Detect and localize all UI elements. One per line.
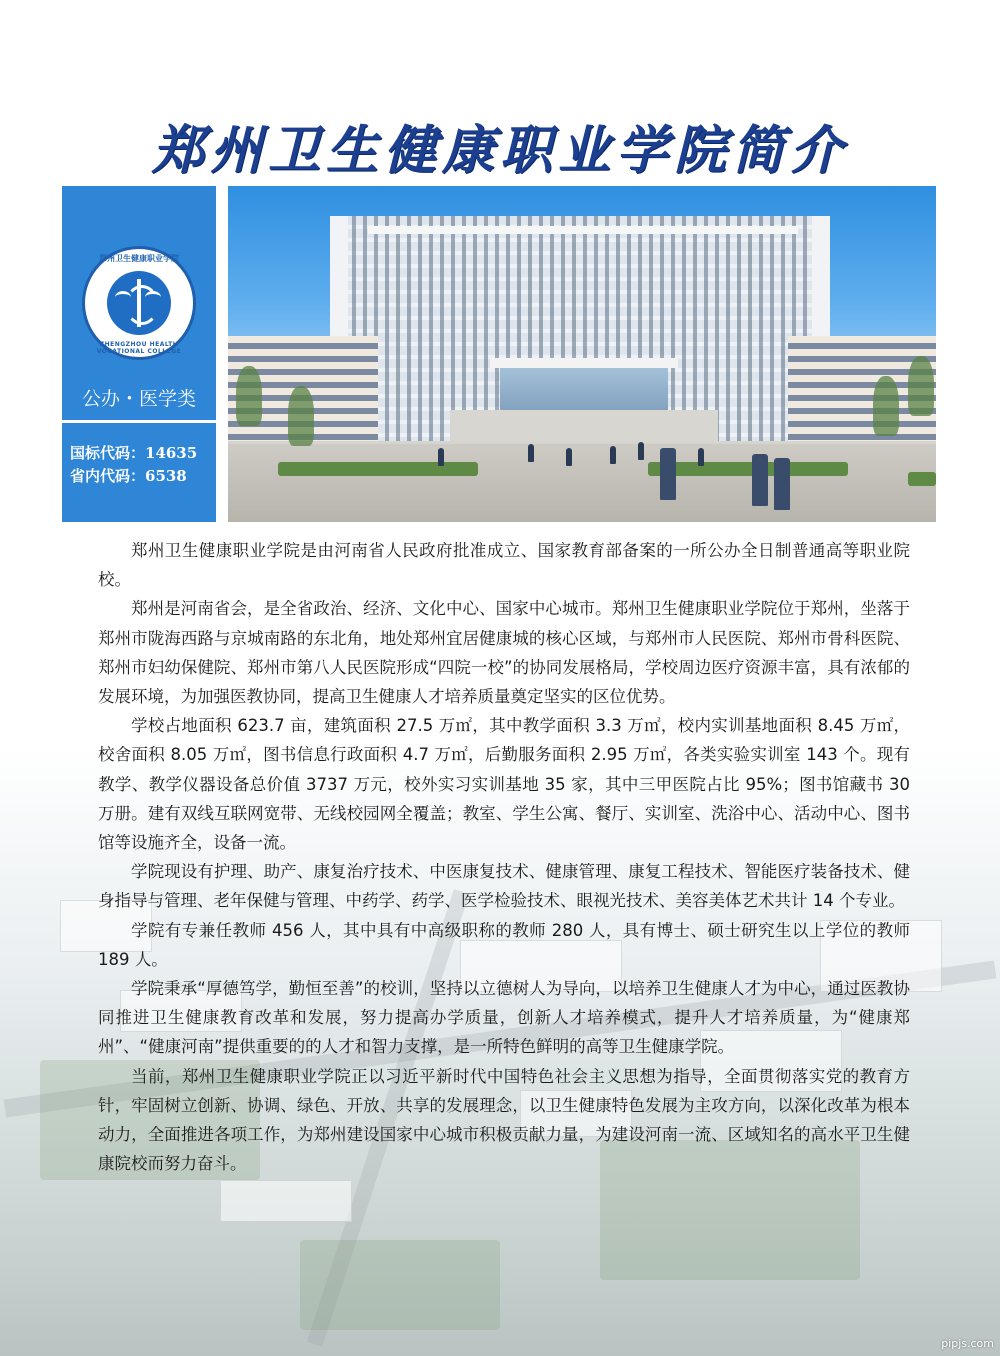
school-category: 公办・医学类 xyxy=(81,388,196,410)
paragraph: 学院秉承“厚德笃学，勤恒至善”的校训，坚持以立德树人为导向，以培养卫生健康人才为中心，通过医教协同推进卫生健康教育改革和发展，努力提高办学质量，创新人才培养模式，提升人才培养质量，为“健康郑州”、“健康河南”提供重要的的人才和智力支撑，是一所特色鲜明的高等卫生健康学院。 xyxy=(98,979,910,1057)
page-title: 郑州卫生健康职业学院简介 xyxy=(151,120,848,181)
paragraph: 学院有专兼任教师 456 人，其中具有中高级职称的教师 280 人，具有博士、硕士研究生以上学位的教师 189 人。 xyxy=(98,920,910,969)
paragraph: 郑州是河南省会，是全省政治、经济、文化中心、国家中心城市。郑州卫生健康职业学院位于郑州，坐落于郑州市陇海西路与京城南路的东北角，地处郑州宜居健康城的核心区域，与郑州市人民医院、郑州市骨科医院、郑州市妇幼保健院、郑州市第八人民医院形成“四院一校”的协同发展格局，学校周边医疗资源丰富，具有浓郁的发展环境，为加强医教协同，提高卫生健康人才培养质量奠定坚实的区位优势。 xyxy=(98,599,910,707)
paragraph: 当前，郑州卫生健康职业学院正以习近平新时代中国特色社会主义思想为指导，全面贯彻落实党的教育方针，牢固树立创新、协调、绿色、开放、共享的发展理念，以卫生健康特色发展为主攻方向，以深化改革为根本动力，全面推进各项工作，为郑州建设国家中心城市积极贡献力量，为建设河南一流、区域知名的高水平卫生健康院校而努力奋斗。 xyxy=(98,1066,910,1174)
provincial-code: 省内代码：6538 xyxy=(70,467,187,485)
campus-building-photo xyxy=(228,186,936,522)
emblem-text-top: 郑州卫生健康职业学院 xyxy=(99,254,179,263)
panel-divider xyxy=(62,420,216,423)
paragraph: 郑州卫生健康职业学院是由河南省人民政府批准成立、国家教育部备案的一所公办全日制普通高等职业院校。 xyxy=(98,541,910,590)
national-code: 国标代码：14635 xyxy=(70,444,198,462)
school-info-panel xyxy=(62,186,216,522)
school-emblem-icon xyxy=(82,246,196,360)
paragraph: 学院现设有护理、助产、康复治疗技术、中医康复技术、健康管理、康复工程技术、智能医疗装备技术、健身指导与管理、老年保健与管理、中药学、药学、医学检验技术、眼视光技术、美容美体艺术共计 14 个专业。 xyxy=(98,862,910,911)
introduction-body xyxy=(98,536,910,1178)
paragraph: 学校占地面积 623.7 亩，建筑面积 27.5 万㎡，其中教学面积 3.3 万㎡，校内实训基地面积 8.45 万㎡，校舍面积 8.05 万㎡，图书信息行政面积 4.7 万㎡，后勤服务面积 2.95 万㎡，各类实验实训室 143 个。现有教学、教学仪器设备总价值 3737 万元，校外实习实训基地 35 家，其中三甲医院占比 95%；图书馆藏书 30 万册。建有双线互联网宽带、无线校园网全覆盖；教室、学生公寓、餐厅、实训室、洗浴中心、活动中心、图书馆等设施齐全，设备一流。 xyxy=(98,716,910,853)
emblem-text-bottom: ZHENGZHOU HEALTH VOCATIONAL COLLEGE xyxy=(96,341,182,355)
watermark: pipjs.com xyxy=(941,1337,994,1350)
